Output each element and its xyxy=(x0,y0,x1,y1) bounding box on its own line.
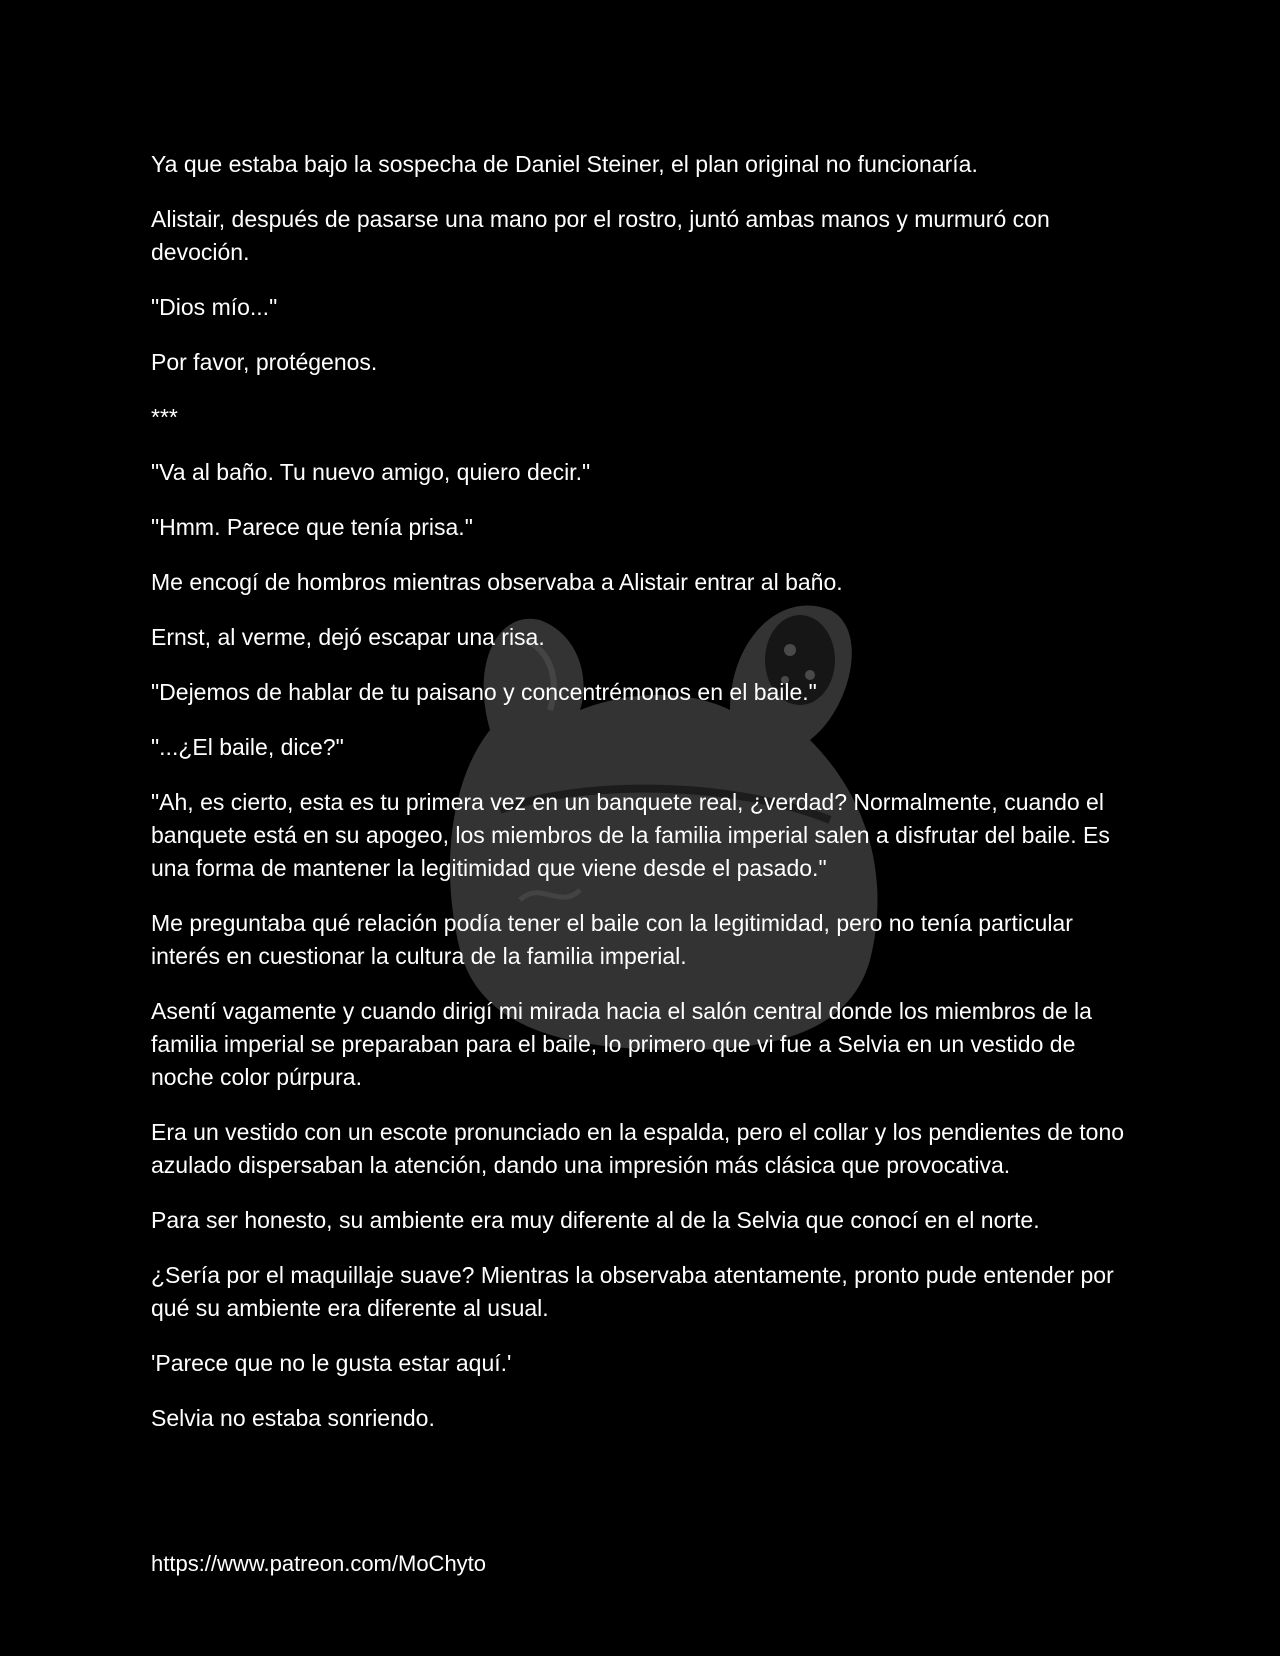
paragraph: 'Parece que no le gusta estar aquí.' xyxy=(151,1350,512,1376)
paragraph: ¿Sería por el maquillaje suave? Mientras la observaba atentamente, pronto pude entender por qué su ambiente era diferente al usual. xyxy=(151,1262,1114,1321)
paragraph: "...¿El baile, dice?" xyxy=(151,734,344,760)
paragraph: Era un vestido con un escote pronunciado en la espalda, pero el collar y los pendientes de tono azulado dispersaban la atención, dando una impresión más clásica que provocativa. xyxy=(151,1119,1125,1178)
paragraph: Ya que estaba bajo la sospecha de Daniel Steiner, el plan original no funcionaría. xyxy=(151,151,978,177)
scene-break: *** xyxy=(151,404,178,430)
paragraph: Ernst, al verme, dejó escapar una risa. xyxy=(151,624,545,650)
paragraph: Me preguntaba qué relación podía tener el baile con la legitimidad, pero no tenía particular interés en cuestionar la cultura de la familia imperial. xyxy=(151,910,1073,969)
paragraph: Me encogí de hombros mientras observaba a Alistair entrar al baño. xyxy=(151,569,843,595)
paragraph: "Hmm. Parece que tenía prisa." xyxy=(151,514,473,540)
chapter-text xyxy=(151,148,1141,1457)
paragraph: Selvia no estaba sonriendo. xyxy=(151,1405,435,1431)
patreon-link[interactable]: https://www.patreon.com/MoChyto xyxy=(151,1551,487,1576)
paragraph: "Dios mío..." xyxy=(151,294,278,320)
paragraph: "Va al baño. Tu nuevo amigo, quiero decir." xyxy=(151,459,591,485)
paragraph: Por favor, protégenos. xyxy=(151,349,378,375)
paragraph: "Ah, es cierto, esta es tu primera vez en un banquete real, ¿verdad? Normalmente, cuando el banquete está en su apogeo, los miembros de la familia imperial salen a disfrutar del baile. Es una forma de mantener la legitimidad que viene desde el pasado." xyxy=(151,789,1110,881)
paragraph: Para ser honesto, su ambiente era muy diferente al de la Selvia que conocí en el norte. xyxy=(151,1207,1040,1233)
paragraph: "Dejemos de hablar de tu paisano y concentrémonos en el baile." xyxy=(151,679,817,705)
paragraph: Asentí vagamente y cuando dirigí mi mirada hacia el salón central donde los miembros de la familia imperial se preparaban para el baile, lo primero que vi fue a Selvia en un vestido de noche color púrpura. xyxy=(151,998,1092,1090)
paragraph: Alistair, después de pasarse una mano por el rostro, juntó ambas manos y murmuró con devoción. xyxy=(151,206,1050,265)
